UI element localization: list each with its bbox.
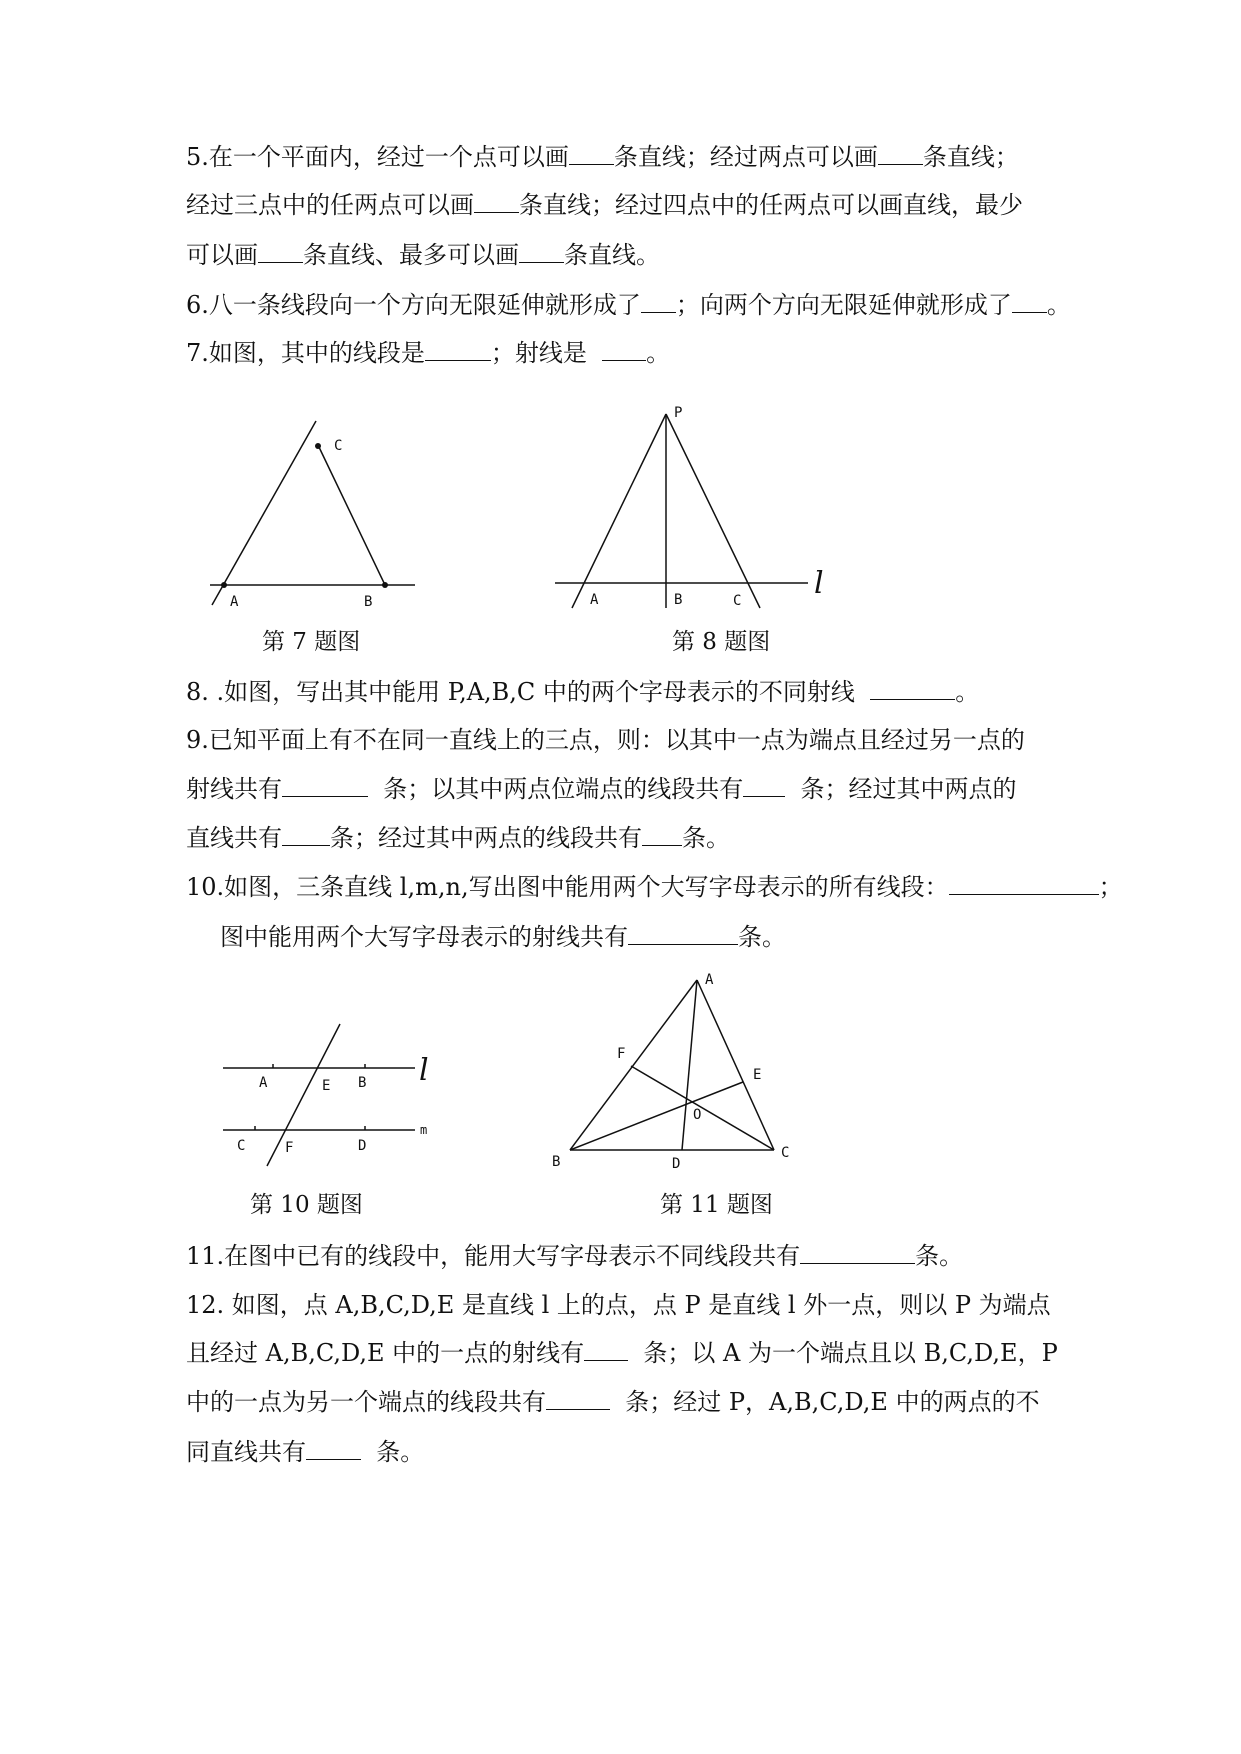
fig10-label-e: E: [322, 1078, 331, 1094]
q12-text-d: 条；经过 P，A,B,C,D,E 中的两点的不: [625, 1388, 1040, 1416]
q12-text-a: 且经过 A,B,C,D,E 中的一点的射线有: [186, 1339, 585, 1367]
q5-text-c: 条直线；: [922, 143, 1019, 171]
answer-blank[interactable]: [584, 1338, 628, 1361]
fig8-label-p: P: [674, 405, 683, 421]
q12-text-b: 条；以 A 为一个端点且以 B,C,D,E，P: [643, 1339, 1058, 1367]
q9-text-c: 条；经过其中两点的: [800, 775, 1017, 803]
answer-blank[interactable]: [642, 823, 682, 846]
answer-blank[interactable]: [519, 240, 564, 263]
q5-text-g: 条直线、最多可以画: [303, 241, 519, 269]
figure-11-caption: 第 11 题图: [660, 1192, 773, 1218]
q9-text-a: 射线共有: [186, 775, 282, 803]
fig10-label-b: B: [358, 1075, 367, 1091]
fig10-label-c: C: [237, 1138, 246, 1154]
q7-line: [186, 338, 670, 368]
fig10-label-l: l: [419, 1053, 429, 1088]
q10-line1: [186, 872, 1123, 902]
answer-blank[interactable]: [1012, 290, 1047, 313]
fig7-point-c: [315, 443, 321, 449]
answer-blank[interactable]: [474, 190, 519, 213]
q5-text-d: 经过三点中的任两点可以画: [186, 191, 474, 219]
fig10-label-a: A: [259, 1075, 268, 1091]
q9-line1: 9.已知平面上有不在同一直线上的三点，则：以其中一点为端点且经过另一点的: [186, 726, 1025, 754]
q9-text-f: 条。: [682, 824, 730, 852]
fig7-point-b: [382, 582, 388, 588]
figure-10-caption: 第 10 题图: [250, 1192, 363, 1218]
fig11-label-b: B: [552, 1154, 561, 1170]
figure-7-caption: 第 7 题图: [262, 629, 361, 655]
q10-text-a: 10.如图，三条直线 l,m,n,写出图中能用两个大写字母表示的所有线段：: [186, 873, 949, 901]
q12-line2: [186, 1338, 1058, 1368]
fig8-label-b: B: [674, 592, 683, 608]
answer-blank[interactable]: [800, 1241, 915, 1264]
figure-11: [545, 968, 825, 1178]
q5-line1: [186, 142, 1019, 172]
q10-line2: [220, 922, 786, 952]
q12-line1: 12. 如图，点 A,B,C,D,E 是直线 l 上的点，点 P 是直线 l 外一点，则以 P 为端点: [186, 1291, 1051, 1319]
fig11-side-ac: [697, 980, 774, 1150]
fig7-point-a: [221, 582, 227, 588]
q6-line: [186, 290, 1071, 320]
answer-blank[interactable]: [878, 142, 923, 165]
fig7-label-c: C: [334, 438, 343, 454]
fig11-label-e: E: [753, 1067, 762, 1083]
q7-text-c: 。: [646, 339, 671, 367]
fig11-label-f: F: [617, 1046, 626, 1062]
figure-10: [215, 1020, 435, 1180]
figure-8: [550, 400, 850, 620]
answer-blank[interactable]: [641, 290, 676, 313]
fig7-label-a: A: [230, 594, 239, 610]
fig10-label-d: D: [358, 1138, 367, 1154]
q12-text-c: 中的一点为另一个端点的线段共有: [186, 1388, 546, 1416]
fig8-label-a: A: [590, 592, 599, 608]
fig11-cevian-ad: [682, 980, 697, 1150]
q8-text-a: 8. .如图，写出其中能用 P,A,B,C 中的两个字母表示的不同射线: [186, 678, 855, 706]
answer-blank[interactable]: [949, 872, 1099, 895]
fig11-label-a: A: [705, 972, 714, 988]
fig7-ray-ac: [212, 421, 316, 605]
fig11-label-d: D: [672, 1156, 681, 1172]
answer-blank[interactable]: [306, 1437, 361, 1460]
fig10-label-m: m: [420, 1123, 428, 1137]
q6-text-a: 6.八一条线段向一个方向无限延伸就形成了: [186, 291, 641, 319]
q10-text-b: ；: [1098, 873, 1123, 901]
q5-text-b: 条直线；经过两点可以画: [613, 143, 878, 171]
q9-text-d: 直线共有: [186, 824, 282, 852]
answer-blank[interactable]: [743, 774, 785, 797]
fig11-label-c: C: [781, 1145, 790, 1161]
figure-8-caption: 第 8 题图: [672, 629, 771, 655]
q11-text-b: 条。: [915, 1242, 964, 1270]
answer-blank[interactable]: [870, 677, 955, 700]
q7-text-a: 7.如图，其中的线段是: [186, 339, 425, 367]
answer-blank[interactable]: [546, 1387, 610, 1410]
fig11-label-o: O: [693, 1107, 702, 1123]
q7-text-b: ；射线是: [490, 339, 587, 367]
q5-text-a: 5.在一个平面内，经过一个点可以画: [186, 143, 569, 171]
q5-text-f: 可以画: [186, 241, 258, 269]
q9-text-e: 条；经过其中两点的线段共有: [330, 824, 642, 852]
answer-blank[interactable]: [282, 823, 330, 846]
answer-blank[interactable]: [258, 240, 303, 263]
answer-blank[interactable]: [628, 922, 738, 945]
fig7-segment-cb: [318, 445, 385, 585]
q6-text-b: ；向两个方向无限延伸就形成了: [675, 291, 1012, 319]
fig8-segment-pa: [572, 414, 666, 608]
fig8-segment-pc: [666, 414, 760, 608]
q12-line3: [186, 1387, 1040, 1417]
answer-blank[interactable]: [425, 338, 491, 361]
q12-text-f: 条。: [376, 1438, 425, 1466]
fig8-label-l: l: [814, 566, 824, 601]
q9-line3: [186, 823, 730, 853]
q10-text-d: 条。: [738, 923, 786, 951]
answer-blank[interactable]: [602, 338, 646, 361]
q9-text-b: 条；以其中两点位端点的线段共有: [383, 775, 744, 803]
fig7-label-b: B: [364, 594, 373, 610]
q10-text-c: 图中能用两个大写字母表示的射线共有: [220, 923, 628, 951]
figure-7: [200, 415, 430, 615]
q11-line: [186, 1241, 963, 1271]
answer-blank[interactable]: [569, 142, 614, 165]
q5-line2: [186, 190, 1023, 220]
fig10-label-f: F: [285, 1140, 294, 1156]
q5-text-e: 条直线；经过四点中的任两点可以画直线，最少: [519, 191, 1023, 219]
q5-text-h: 条直线。: [564, 241, 660, 269]
q12-line4: [186, 1437, 424, 1467]
q12-text-e: 同直线共有: [186, 1438, 306, 1466]
fig10-line-n: [267, 1024, 340, 1166]
answer-blank[interactable]: [282, 774, 368, 797]
q9-line2: [186, 774, 1017, 804]
q8-text-b: 。: [955, 678, 980, 706]
q6-text-c: 。: [1046, 291, 1071, 319]
q11-text-a: 11.在图中已有的线段中，能用大写字母表示不同线段共有: [186, 1242, 801, 1270]
q8-line: [186, 677, 979, 707]
fig8-label-c: C: [733, 593, 742, 609]
q5-line3: [186, 240, 660, 270]
